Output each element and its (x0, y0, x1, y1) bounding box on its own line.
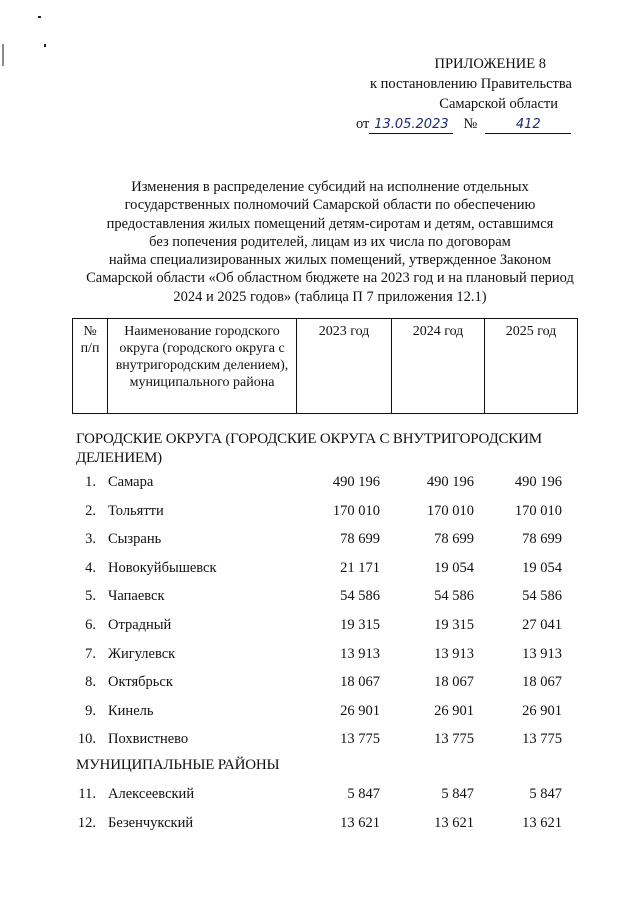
row-name: Октябрьск (108, 674, 173, 691)
value-2023: 490 196 (332, 474, 380, 490)
date-prefix: от (356, 116, 370, 132)
value-2024: 5 847 (441, 786, 474, 802)
value-2025: 13 621 (522, 814, 562, 831)
value-2025: 26 901 (522, 702, 562, 719)
value-2023: 18 067 (340, 674, 380, 691)
value-2024: 54 586 (434, 588, 474, 605)
header-num: № п/п (73, 319, 108, 414)
table-row (72, 474, 572, 494)
table-row (72, 674, 572, 694)
header-2023: 2023 год (297, 319, 392, 414)
row-number: 3. (85, 531, 96, 548)
table-row (72, 588, 572, 608)
value-2024: 490 196 (426, 474, 474, 490)
scan-mark (38, 16, 41, 18)
value-2024: 18 067 (434, 674, 474, 691)
value-2025: 170 010 (514, 502, 562, 519)
value-2024: 170 010 (426, 502, 474, 519)
value-2023: 13 775 (340, 731, 380, 748)
header-name: Наименование городского округа (городского округа с внутригородским делением), муниципального района (108, 319, 297, 414)
table-row (72, 786, 572, 806)
table-row (72, 731, 572, 751)
header-2024: 2024 год (392, 319, 485, 414)
value-2025: 19 054 (522, 559, 562, 576)
title-line: предоставления жилых помещений детям-сиротам и детям, оставшимся (106, 215, 554, 232)
table-row (72, 560, 572, 580)
row-number: 1. (85, 474, 96, 490)
number-label: № (463, 116, 478, 132)
title-line: 2024 и 2025 годов» (таблица П 7 приложения 12.1) (173, 288, 487, 305)
value-2024: 13 621 (434, 814, 474, 831)
title-line: без попечения родителей, лицам из их числа по договорам (149, 233, 511, 250)
row-number: 9. (85, 702, 96, 719)
value-2025: 13 913 (522, 645, 562, 662)
value-2025: 27 041 (522, 617, 562, 633)
scan-mark (2, 44, 4, 66)
value-2025: 54 586 (522, 588, 562, 605)
row-name: Кинель (108, 702, 154, 719)
row-number: 10. (77, 731, 96, 748)
title-line: Изменения в распределение субсидий на исполнение отдельных (131, 179, 529, 195)
table-row (72, 531, 572, 551)
approval-line2: Самарской области (439, 96, 558, 112)
approval-title: ПРИЛОЖЕНИЕ 8 (434, 56, 546, 72)
row-name: Алексеевский (108, 786, 195, 802)
row-name: Чапаевск (108, 588, 165, 605)
row-number: 2. (85, 502, 96, 519)
table-row (72, 503, 572, 523)
table-header (72, 318, 578, 414)
handwritten-number: 412 (485, 117, 571, 134)
value-2025: 78 699 (522, 531, 562, 548)
row-number: 8. (85, 674, 96, 691)
table-row (72, 617, 572, 637)
table-row (72, 703, 572, 723)
value-2024: 19 315 (434, 617, 474, 633)
value-2023: 13 913 (340, 645, 380, 662)
row-name: Сызрань (108, 531, 162, 548)
scan-mark (44, 44, 46, 47)
section-districts-heading: МУНИЦИПАЛЬНЫЕ РАЙОНЫ (76, 757, 280, 773)
value-2025: 18 067 (522, 674, 562, 691)
row-name: Похвистнево (108, 731, 189, 748)
approval-line1: к постановлению Правительства (370, 76, 572, 92)
value-2023: 5 847 (347, 786, 380, 802)
row-name: Отрадный (108, 617, 172, 633)
value-2023: 13 621 (340, 814, 380, 831)
row-number: 6. (85, 617, 96, 633)
value-2023: 54 586 (340, 588, 380, 605)
row-name: Жигулевск (108, 645, 176, 662)
row-number: 12. (77, 814, 96, 831)
value-2025: 5 847 (529, 786, 562, 802)
title-line: Самарской области «Об областном бюджете на 2023 год и на плановый период (86, 270, 574, 287)
title-line: найма специализированных жилых помещений, утвержденное Законом (108, 252, 552, 269)
header-2025: 2025 год (485, 319, 578, 414)
row-number: 5. (85, 588, 96, 605)
value-2024: 19 054 (434, 559, 474, 576)
value-2023: 21 171 (340, 559, 380, 576)
document-title (60, 178, 600, 306)
value-2023: 78 699 (340, 531, 380, 548)
row-name: Новокуйбышевск (108, 559, 217, 576)
value-2023: 19 315 (340, 617, 380, 633)
table-row (72, 815, 572, 835)
row-name: Тольятти (108, 502, 164, 519)
approval-date-row (356, 114, 586, 134)
row-name: Безенчукский (108, 814, 194, 831)
value-2024: 13 913 (434, 645, 474, 662)
value-2024: 78 699 (434, 531, 474, 548)
row-number: 7. (85, 645, 96, 662)
section-urban-heading: ГОРОДСКИЕ ОКРУГА (ГОРОДСКИЕ ОКРУГА С ВНУТРИГОРОДСКИМ ДЕЛЕНИЕМ) (76, 431, 542, 466)
value-2025: 490 196 (514, 474, 562, 490)
value-2023: 170 010 (332, 502, 380, 519)
row-number: 4. (85, 559, 96, 576)
value-2024: 13 775 (434, 731, 474, 748)
handwritten-date: 13.05.2023 (369, 117, 453, 134)
value-2023: 26 901 (340, 702, 380, 719)
row-name: Самара (108, 474, 154, 490)
title-line: государственных полномочий Самарской области по обеспечению (124, 197, 536, 214)
approval-block (356, 54, 586, 134)
value-2025: 13 775 (522, 731, 562, 748)
value-2024: 26 901 (434, 702, 474, 719)
table-row (72, 646, 572, 666)
row-number: 11. (78, 786, 96, 802)
